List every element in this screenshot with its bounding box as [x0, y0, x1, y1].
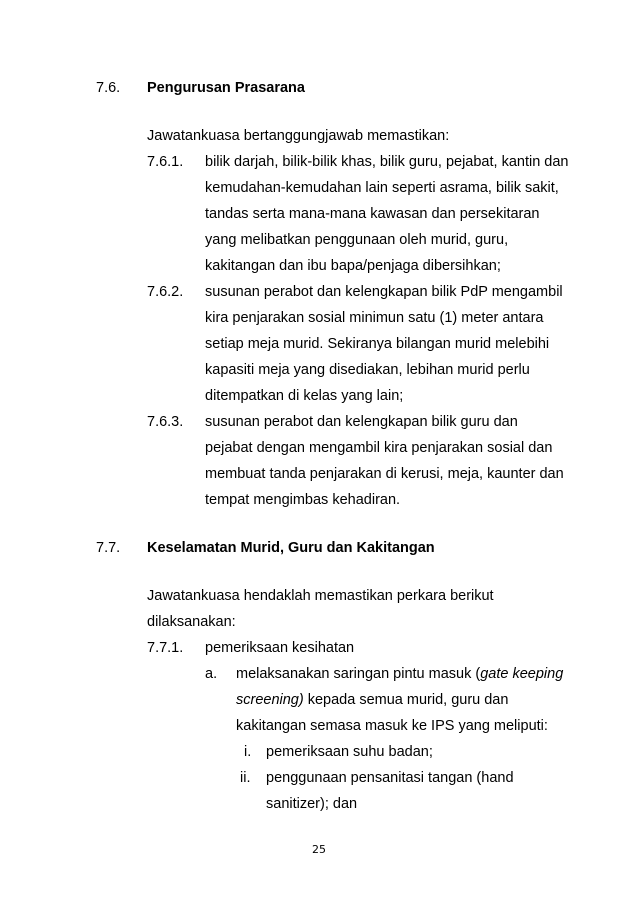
item-7-6-3-line: pejabat dengan mengambil kira penjarakan sosial dan — [205, 440, 553, 456]
item-7-6-2-line: kira penjarakan sosial minimun satu (1) meter antara — [205, 310, 544, 326]
section-title-7-6: Pengurusan Prasarana — [147, 80, 305, 96]
sub-item-a-line-3: kakitangan semasa masuk ke IPS yang meliputi: — [236, 718, 548, 734]
page-number: 25 — [312, 843, 326, 856]
roman-item-ii-line: penggunaan pensanitasi tangan (hand — [266, 770, 514, 786]
item-7-6-1-line: bilik darjah, bilik-bilik khas, bilik guru, pejabat, kantin dan — [205, 154, 569, 170]
item-7-6-3-line: tempat mengimbas kehadiran. — [205, 492, 401, 508]
item-7-6-1-line: kakitangan dan ibu bapa/penjaga dibersihkan; — [205, 258, 501, 274]
item-7-6-2-line: susunan perabot dan kelengkapan bilik PdP mengambil — [205, 284, 563, 300]
roman-numeral-i: i. — [244, 744, 252, 760]
item-7-6-1-line: yang melibatkan penggunaan oleh murid, guru, — [205, 232, 509, 248]
sub-item-a-italic-term: screening) — [236, 692, 304, 708]
item-7-7-1-text: pemeriksaan kesihatan — [205, 640, 355, 656]
sub-item-a-line-1 — [236, 666, 563, 682]
item-number-7-6-2: 7.6.2. — [147, 284, 184, 300]
section-7-7-intro-line: Jawatankuasa hendaklah memastikan perkara berikut — [147, 588, 494, 604]
sub-item-a-text: melaksanakan saringan pintu masuk ( — [236, 666, 481, 682]
item-7-6-3-line: susunan perabot dan kelengkapan bilik guru dan — [205, 414, 518, 430]
section-number-7-6: 7.6. — [96, 80, 121, 96]
sub-item-a-italic-term: gate keeping — [480, 666, 564, 682]
item-7-6-2-line: ditempatkan di kelas yang lain; — [205, 388, 404, 404]
sub-item-a-line-2 — [236, 692, 561, 708]
item-7-6-1-line: tandas serta mana-mana kawasan dan persekitaran — [205, 206, 540, 222]
item-7-6-1-line: kemudahan-kemudahan lain seperti asrama, bilik sakit, — [205, 180, 559, 196]
roman-item-ii-line: sanitizer); dan — [266, 796, 358, 812]
section-7-7-intro-line: dilaksanakan: — [147, 614, 236, 630]
sub-item-letter-a: a. — [205, 666, 218, 682]
item-number-7-6-3: 7.6.3. — [147, 414, 184, 430]
roman-item-i-line: pemeriksaan suhu badan; — [266, 744, 433, 760]
item-7-6-3-line: membuat tanda penjarakan di kerusi, meja, kaunter dan — [205, 466, 564, 482]
item-number-7-6-1: 7.6.1. — [147, 154, 184, 170]
section-number-7-7: 7.7. — [96, 540, 121, 556]
section-7-6-intro: Jawatankuasa bertanggungjawab memastikan: — [147, 128, 450, 144]
item-7-6-2-line: kapasiti meja yang disediakan, lebihan murid perlu — [205, 362, 530, 378]
item-number-7-7-1: 7.7.1. — [147, 640, 184, 656]
section-title-7-7: Keselamatan Murid, Guru dan Kakitangan — [147, 540, 435, 556]
item-7-6-2-line: setiap meja murid. Sekiranya bilangan murid melebihi — [205, 336, 550, 352]
roman-numeral-ii: ii. — [240, 770, 251, 786]
sub-item-a-text: kepada semua murid, guru dan — [303, 692, 509, 708]
